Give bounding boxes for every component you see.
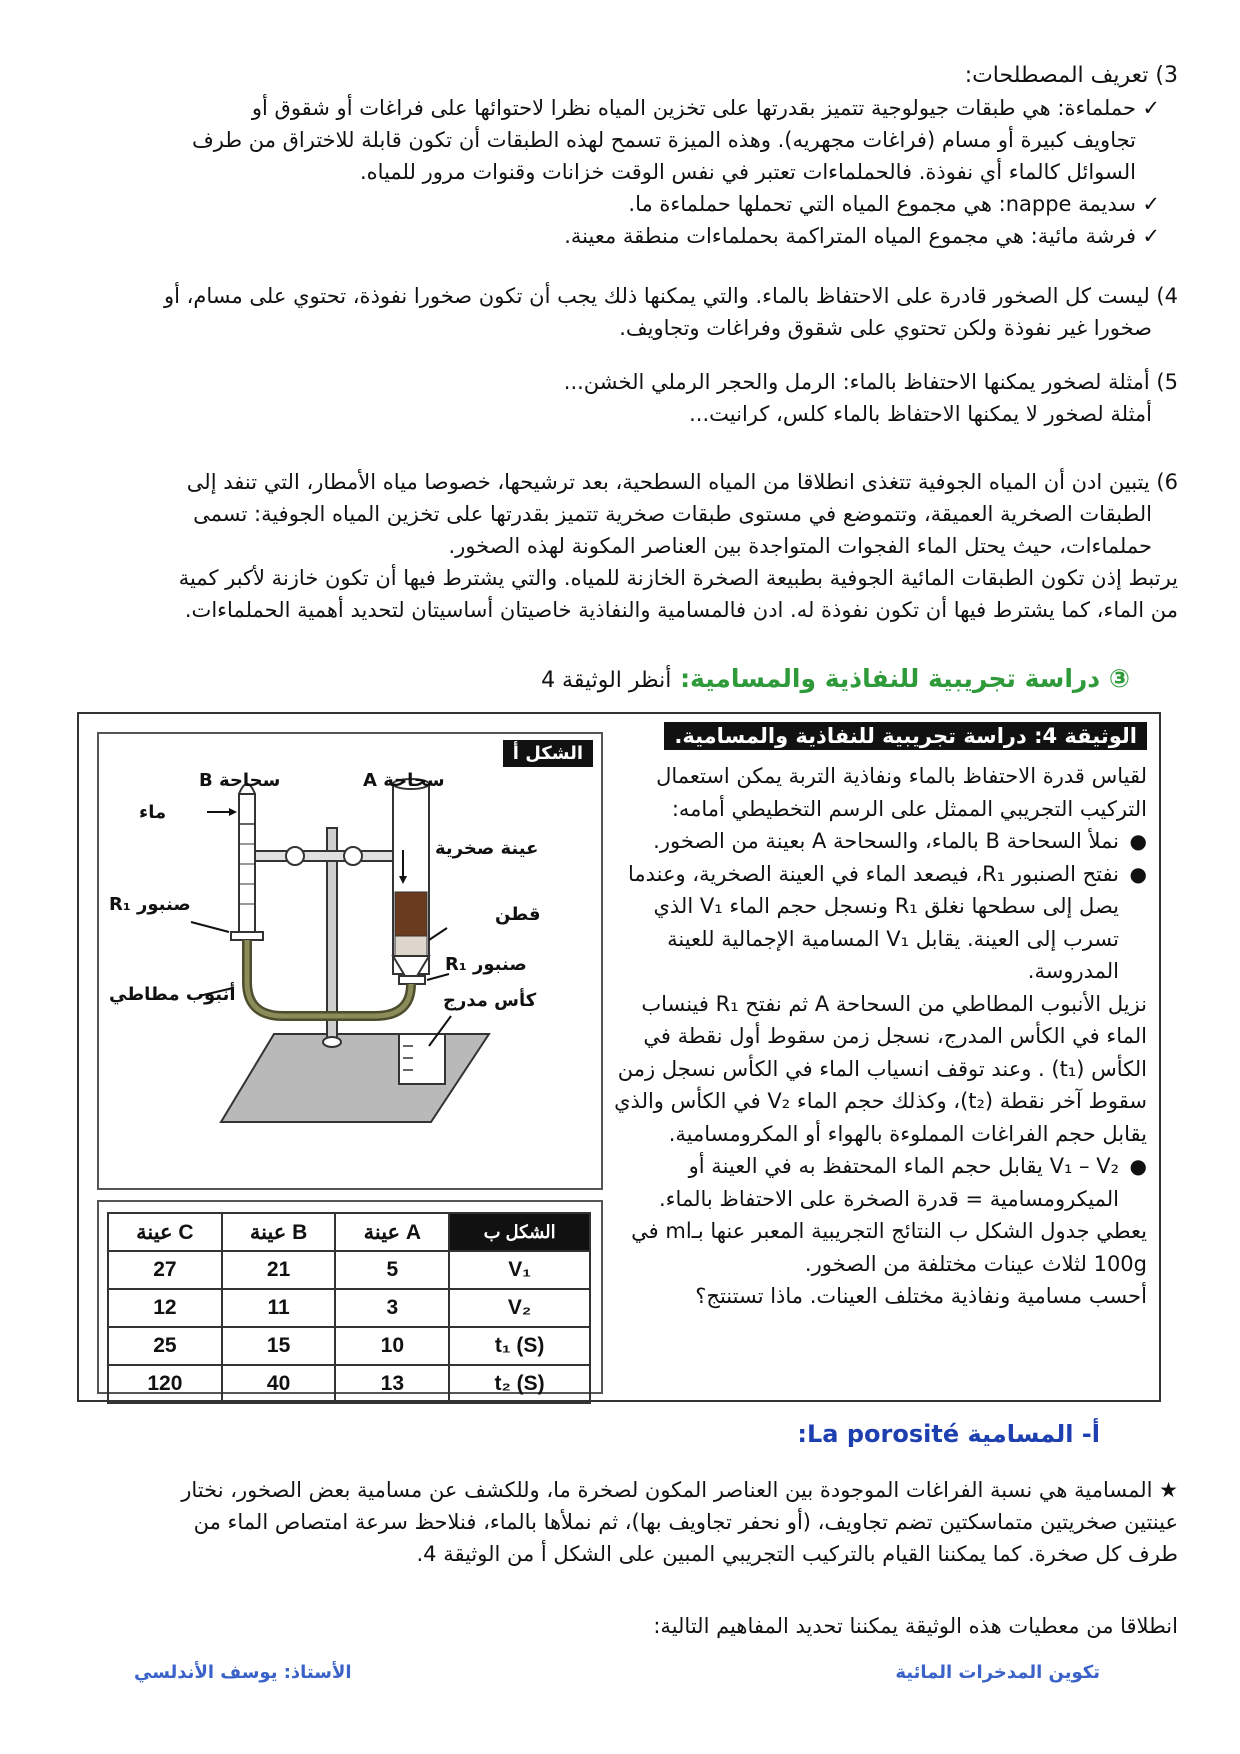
checkmark-icon: ✓: [1142, 224, 1160, 248]
definition-line: فرشة مائية: هي مجموع المياه المتراكمة بحملماءات منطقة معينة.: [564, 224, 1136, 248]
table-cell: 25: [108, 1327, 222, 1365]
definition-line: تجاويف كبيرة أو مسام (فراغات مجهريه). وهذه الميزة تسمح لهذه الطبقات أن تكون قابلة للاختراق من طرف: [191, 128, 1136, 152]
stand-base: [221, 1034, 489, 1122]
table-row: [108, 1289, 590, 1327]
checkmark-icon: ✓: [1142, 96, 1160, 120]
table-cell: 120: [108, 1365, 222, 1403]
document-4-text: [599, 760, 1147, 1313]
rock-sample-fill: [395, 892, 427, 936]
table-row: [108, 1365, 590, 1403]
table-row: [108, 1327, 590, 1365]
section-6-line: الطبقات الصخرية العميقة، وتتموضع في مستوى طبقات صخرية تتميز بقدرتها على تخزين المياه الجوفية: تسمى: [193, 502, 1152, 526]
section-3-title: 3) تعريف المصطلحات:: [964, 63, 1178, 88]
section-5-line: 5) أمثلة لصخور يمكنها الاحتفاظ بالماء: الرمل والحجر الرملي الخشن...: [563, 370, 1178, 394]
section-6-line: 6) يتبين ادن أن المياه الجوفية تتغذى انطلاقا من المياه السطحية، بعد ترشيحها، خصوصا مياه الأمطار، التي تنفد إلى: [186, 470, 1178, 494]
definition-item-nappe: [58, 188, 1160, 220]
table-cell: 13: [335, 1365, 449, 1403]
table-cell: 27: [108, 1251, 222, 1289]
porosity-heading: أ- المسامية La porosité:: [797, 1420, 1100, 1448]
definition-item-aquifer: [58, 92, 1160, 188]
clamp-knob: [344, 847, 362, 865]
table-row: [108, 1251, 590, 1289]
section-6-line: من الماء، كما يشترط فيها أن تكون نفوذة له. ادن فالمسامية والنفاذية خاصيتان أساسيتان لتحديد أهمية الحملماءات.: [184, 598, 1178, 622]
section-5-line: أمثلة لصخور لا يمكنها الاحتفاظ بالماء كلس، كرانيت...: [689, 402, 1152, 426]
figure-b-results: [97, 1200, 603, 1394]
clamp-knob: [286, 847, 304, 865]
table-cell: 40: [222, 1365, 336, 1403]
footer-teacher-name: الأستاذ: يوسف الأندلسي: [134, 1662, 352, 1683]
section-6-line: حملماءات، حيث يحتل الماء الفجوات المتواجدة بين العناصر المكونة لهذه الصخور.: [448, 534, 1152, 558]
label-water: ماء: [139, 802, 167, 823]
results-table: [107, 1212, 591, 1404]
table-cell: 5: [335, 1251, 449, 1289]
column-header: عينة B: [222, 1213, 336, 1251]
tap-r1-left: [231, 932, 263, 940]
porosity-closing: انطلاقا من معطيات هذه الوثيقة يمكننا تحديد المفاهيم التالية:: [653, 1614, 1178, 1638]
cotton-plug: [395, 936, 427, 956]
footer-course-title: تكوين المدخرات المائية: [895, 1662, 1100, 1683]
section-4-line: صخورا غير نفوذة ولكن تحتوي على شقوق وفراغات وتجاويف.: [619, 316, 1152, 340]
section-5: [58, 366, 1178, 430]
row-label: V₁: [449, 1251, 590, 1289]
porosity-section: [58, 1474, 1178, 1642]
figure-a-tag: الشكل أ: [503, 740, 593, 767]
document-4-box: [77, 712, 1161, 1402]
section-6-line: يرتبط إذن تكون الطبقات المائية الجوفية بطبيعة الصخرة الخازنة للمياه. والتي يشترط فيها أن تكون خازنة لأكبر كمية: [178, 566, 1178, 590]
figure-a-apparatus: [97, 732, 603, 1190]
column-header: عينة A: [335, 1213, 449, 1251]
porosity-line: ★ المسامية هي نسبة الفراغات الموجودة بين العناصر المكون لصخرة ما، وللكشف عن مسامية بعض الصخور، نختار: [181, 1478, 1178, 1502]
document-4-paragraph: يعطي جدول الشكل ب النتائج التجريبية المعبر عنها بـml في 100g لثلاث عينات مختلفة من الصخور.: [631, 1219, 1147, 1276]
document-4-question: أحسب مسامية ونفاذية مختلف العينات. ماذا تستنتج؟: [695, 1284, 1147, 1308]
label-rock-sample: عينة صخرية: [435, 838, 539, 859]
label-tap-r1-left: صنبور R₁: [109, 894, 191, 915]
definition-line: السوائل كالماء أي نفوذة. فالحملماءات تعتبر في نفس الوقت خزانات وقنوات مرور للمياه.: [360, 160, 1136, 184]
row-label: V₂: [449, 1289, 590, 1327]
document-4-bullet: ● V₁ – V₂ يقابل حجم الماء المحتفظ به في العينة أو الميكرومسامية = قدرة الصخرة على الاحتفاظ بالماء.: [599, 1150, 1147, 1215]
bullet-icon: ●: [1129, 829, 1147, 853]
table-cell: 11: [222, 1289, 336, 1327]
label-graduated-beaker: كأس مدرج: [443, 990, 537, 1011]
label-cotton: قطن: [495, 904, 541, 925]
section-3: [58, 60, 1178, 252]
heading-title: دراسة تجريبية للنفاذية والمسامية:: [680, 664, 1101, 693]
label-rubber-tube: أنبوب مطاطي: [109, 984, 236, 1005]
definition-item-water-table: [58, 220, 1160, 252]
porosity-line: عينتين صخريتين متماسكتين تضم تجاويف، (أو نحفر تجاويف بها)، ثم نملأها بالماء، فنلاحظ سرعة امتصاص الماء من: [193, 1510, 1178, 1534]
row-label: t₂ (S): [449, 1365, 590, 1403]
label-tap-r1-right: صنبور R₁: [445, 954, 527, 975]
section-4-line: 4) ليست كل الصخور قادرة على الاحتفاظ بالماء. والتي يمكنها ذلك يجب أن تكون صخورا نفوذة، تحتوي على مسام، أو: [163, 284, 1178, 308]
experimental-study-heading: [230, 664, 1130, 693]
table-cell: 21: [222, 1251, 336, 1289]
bullet-icon: ●: [1129, 1154, 1147, 1178]
table-header-row: [108, 1213, 590, 1251]
figure-b-tag: الشكل ب: [449, 1213, 590, 1251]
table-cell: 15: [222, 1327, 336, 1365]
table-cell: 12: [108, 1289, 222, 1327]
document-4-intro: لقياس قدرة الاحتفاظ بالماء ونفاذية التربة يمكن استعمال التركيب التجريبي الممثل على الرسم التخطيطي أمامه:: [656, 764, 1147, 821]
label-burette-a: سحاحة A: [363, 770, 445, 791]
document-4-title: الوثيقة 4: دراسة تجريبية للنفاذية والمسامية.: [664, 722, 1147, 750]
porosity-line: طرف كل صخرة. كما يمكننا القيام بالتركيب التجريبي المبين على الشكل أ من الوثيقة 4.: [416, 1542, 1178, 1566]
circled-number: ③: [1108, 664, 1130, 693]
document-4-paragraph: نزيل الأنبوب المطاطي من السحاحة A ثم نفتح R₁ فينساب الماء في الكأس المدرج، نسجل زمن سقوط أول نقطة في الكأس (t₁) . وعند توقف انسياب الماء في الكأس نسجل زمن سقوط آخر نقطة (t₂)، وكذلك حجم الماء V₂ في الكأس والذي يقابل حجم الفراغات المملوءة بالهواء أو المكرومسامية.: [614, 991, 1147, 1146]
document-4-bullet: ● نفتح الصنبور R₁، فيصعد الماء في العينة الصخرية، وعندما يصل إلى سطحها نغلق R₁ ونسجل حجم الماء V₁ الذي تسرب إلى العينة. يقابل V₁ المسامية الإجمالية للعينة المدروسة.: [599, 858, 1147, 988]
section-4: [58, 280, 1178, 344]
tap-r1-right: [399, 976, 425, 984]
table-cell: 10: [335, 1327, 449, 1365]
table-cell: 3: [335, 1289, 449, 1327]
label-burette-b: سحاحة B: [199, 770, 281, 791]
graduated-beaker: [399, 1034, 445, 1084]
document-4-bullet: ● نملأ السحاحة B بالماء، والسحاحة A بعينة من الصخور.: [599, 825, 1147, 858]
definition-line: حملماءة: هي طبقات جيولوجية تتميز بقدرتها على تخزين المياه نظرا لاحتوائها على فراغات أو شقوق أو: [251, 96, 1136, 120]
definition-line: سديمة nappe: هي مجموع المياه التي تحملها حملماءة ما.: [628, 192, 1136, 216]
row-label: t₁ (S): [449, 1327, 590, 1365]
bullet-icon: ●: [1129, 861, 1147, 886]
checkmark-icon: ✓: [1142, 192, 1160, 216]
column-header: عينة C: [108, 1213, 222, 1251]
see-document-reference: أنظر الوثيقة 4: [541, 668, 672, 693]
section-6: [58, 466, 1178, 626]
